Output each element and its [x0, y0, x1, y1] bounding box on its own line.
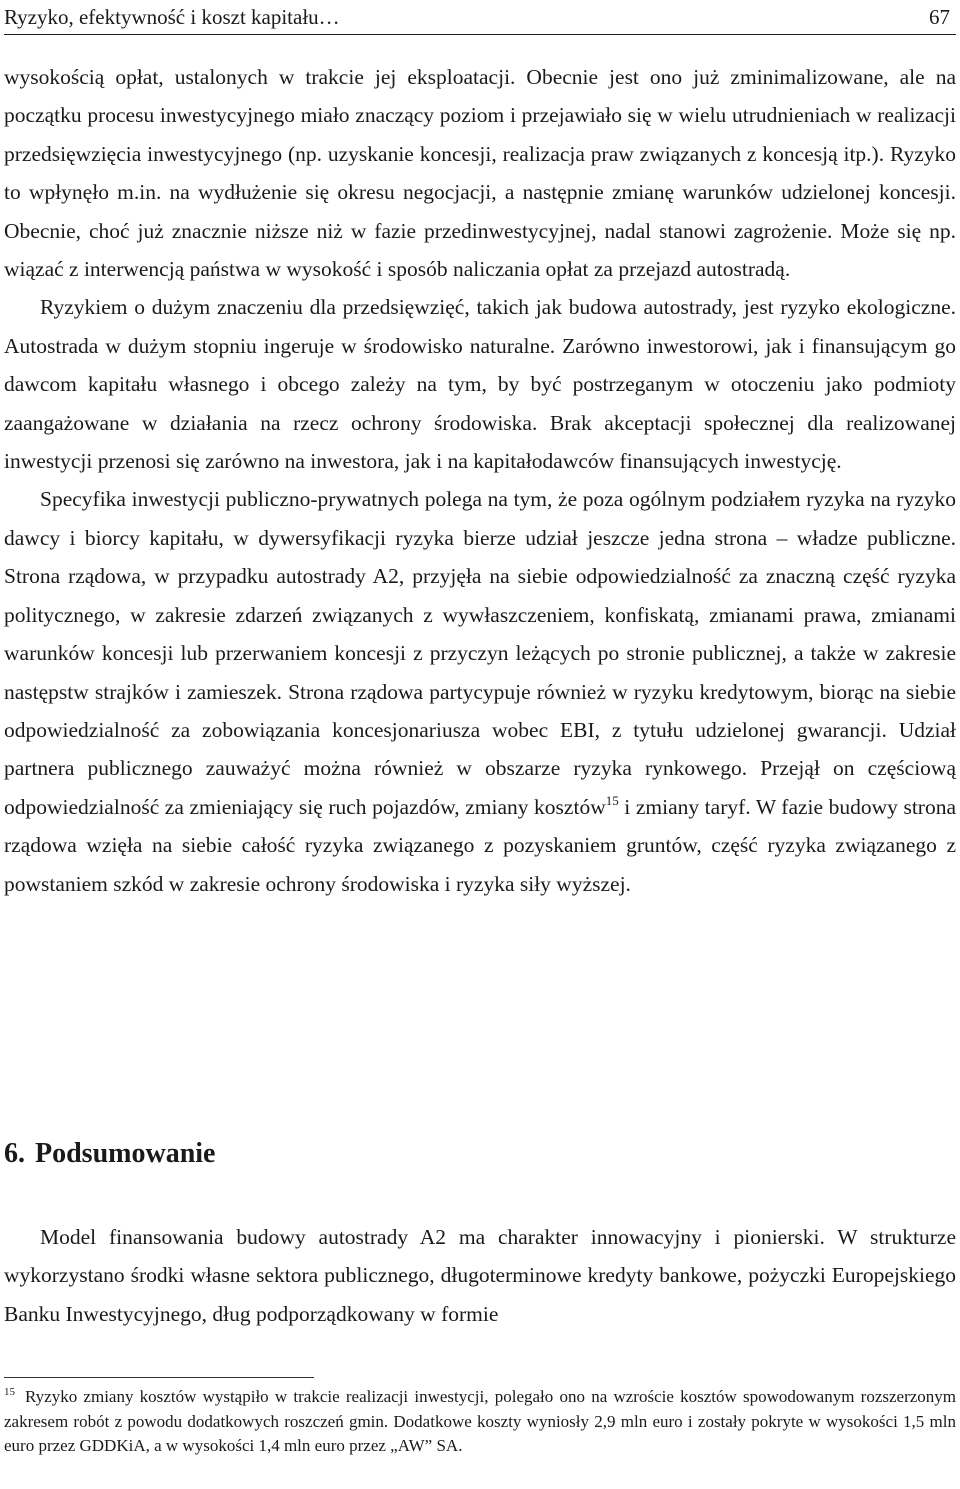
paragraph-ecological-risk: Ryzykiem o dużym znaczeniu dla przedsięwzięć, takich jak budowa autostrady, jest ryzyko ekologiczne. Autostrada w dużym stopniu ingeruje w środowisko naturalne. Zarówno inwestorowi, jak i finansującym go dawcom kapitału własnego i obcego zależy na tym, by być postrzeganym w otoczeniu jako podmioty zaangażowane w działania na rzecz ochrony środowiska. Brak akceptacji społecznej dla realizowanej inwestycji przenosi się zarówno na inwestora, jak i na kapitałodawców finansujących inwestycję. [4, 295, 956, 474]
footnote-text: Ryzyko zmiany kosztów wystąpiło w trakcie realizacji inwestycji, polegało ono na wzroście kosztów spowodowanym rozszerzonym zakresem robót z powodu dodatkowych roszczeń gmin. Dodatkowe koszty wyniosły 2,9 mln euro i zostały pokryte w wysokości 1,5 mln euro przez GDDKiA, a w wysokości 1,4 mln euro przez „AW” SA. [4, 1387, 956, 1455]
footnote-number: 15 [4, 1386, 15, 1398]
paragraph-summary: Model finansowania budowy autostrady A2 ma charakter innowacyjny i pionierski. W strukturze wykorzystano środki własne sektora publicznego, długoterminowe kredyty bankowe, pożyczki Europejskiego Banku Inwestycyjnego, dług podporządkowany w formie [4, 1225, 956, 1326]
paragraph-ppp-text-after: i zmiany taryf. W fazie budowy strona rządowa wzięła na siebie całość ryzyka związanego z pozyskaniem gruntów, część ryzyka związanego z powstaniem szkód w zakresie ochrony środowiska i ryzyka siły wyższej. [4, 794, 957, 896]
section-heading [4, 1138, 215, 1170]
paragraph-ppp-text-before: Specyfika inwestycji publiczno-prywatnych polega na tym, że poza ogólnym podziałem ryzyka na ryzyko dawcy i biorcy kapitału, w dywersyfikacji ryzyka bierze udział jeszcze jedna strona – władze publiczne. Strona rządowa, w przypadku autostrady A2, przyjęła na siebie odpowiedzialność za znaczną część ryzyka politycznego, w zakresie zdarzeń związanych z wywłaszczeniem, konfiskatą, zmianami prawa, zmianami warunków koncesji lub przerwaniem koncesji z przyczyn leżących po stronie publicznej, a także w zakresie następstw strajków i zamieszek. Strona rządowa partycypuje również w ryzyku kredytowym, biorąc na siebie odpowiedzialność za zobowiązania koncesjonariusza wobec EBI, z tytułu udzielonej gwarancji. Udział partnera publicznego zauważyć można również w obszarze ryzyka rynkowego. Przejął on częściową odpowiedzialność za zmieniający się ruch pojazdów, zmiany kosztów [4, 487, 956, 819]
footnote-reference[interactable]: 15 [605, 792, 619, 808]
paragraph-ppp-risk [4, 480, 956, 902]
header-title: Ryzyko, efektywność i koszt kapitału… [4, 5, 340, 29]
footnote-separator [4, 1377, 314, 1378]
footnote [4, 1385, 956, 1459]
section-number: 6. [4, 1138, 25, 1169]
summary-text [4, 1218, 956, 1333]
running-header [4, 0, 956, 35]
section-title: Podsumowanie [35, 1138, 216, 1169]
page-number: 67 [929, 5, 950, 29]
body-text [4, 58, 956, 903]
paragraph-political-risk: wysokością opłat, ustalonych w trakcie jej eksploatacji. Obecnie jest ono już zminimalizowane, ale na początku procesu inwestycyjnego miało znaczący poziom i przejawiało się w wielu utrudnieniach w realizacji przedsięwzięcia inwestycyjnego (np. uzyskanie koncesji, realizacja praw związanych z koncesją itp.). Ryzyko to wpłynęło m.in. na wydłużenie się okresu negocjacji, a następnie zmianę warunków udzielonej koncesji. Obecnie, choć już znacznie niższe niż w fazie przedinwestycyjnej, nadal stanowi zagrożenie. Może się np. wiązać z interwencją państwa w wysokość i sposób naliczania opłat za przejazd autostradą. [4, 65, 956, 282]
